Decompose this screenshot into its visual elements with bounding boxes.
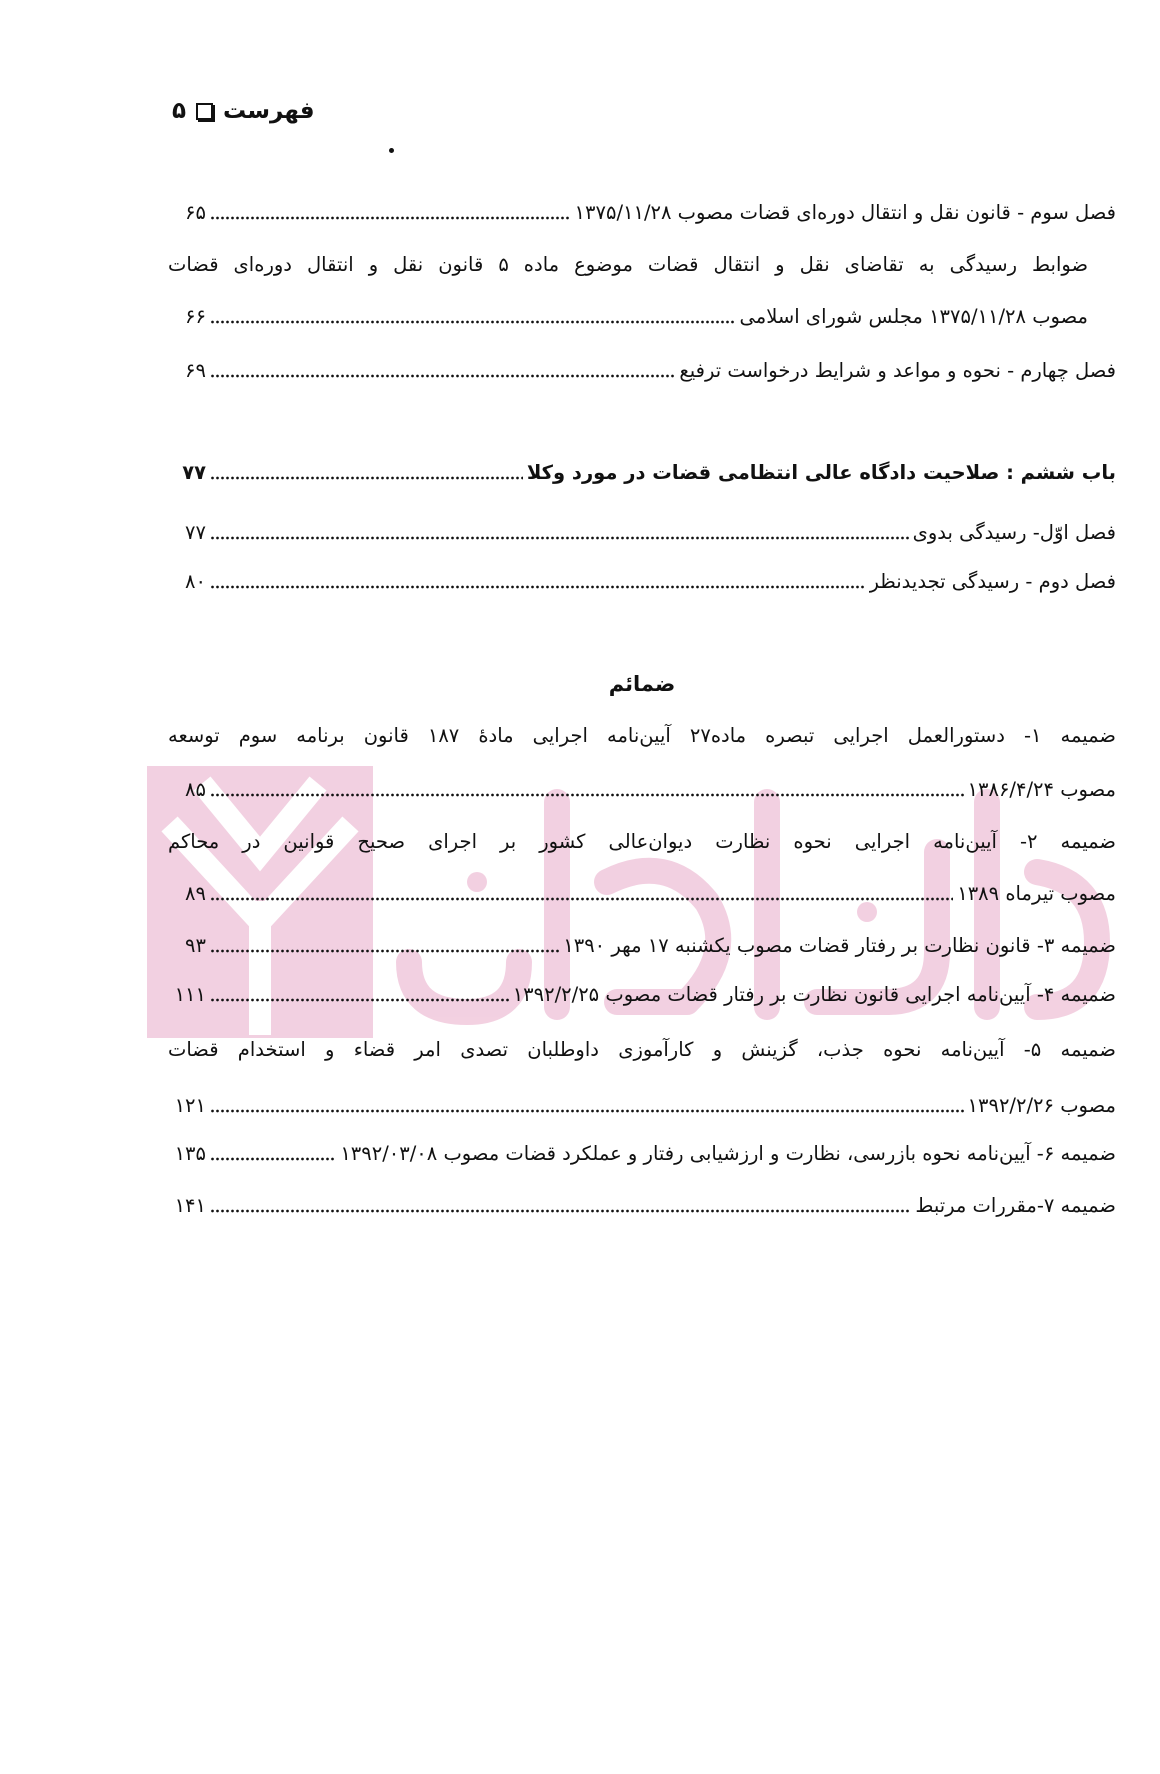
toc-entry-page: ۸۵ — [185, 778, 206, 801]
toc-entry-page: ۱۳۵ — [174, 1142, 206, 1165]
dot-leader — [210, 536, 909, 540]
dot-leader — [210, 897, 953, 901]
appendix-2-line-1 — [168, 825, 1116, 859]
toc-entry-part-6 — [168, 456, 1116, 490]
toc-entry-page: ۹۳ — [185, 934, 206, 957]
table-of-contents — [168, 0, 1116, 1774]
toc-entry-rules-line-2 — [168, 300, 1116, 334]
toc-entry-title: ضمیمه ۴- آیین‌نامه اجرایی قانون نظارت بر رفتار قضات مصوب ۱۳۹۲/۲/۲۵ — [512, 983, 1116, 1006]
dot-leader — [210, 476, 523, 480]
toc-entry-page: ۶۹ — [185, 359, 206, 382]
toc-entry-title: مصوب ۱۳۸۶/۴/۲۴ — [967, 778, 1116, 801]
toc-entry-title: ضمیمه ۶- آیین‌نامه نحوه بازرسی، نظارت و ارزشیابی رفتار و عملکرد قضات مصوب ۱۳۹۲/۰۳/۰۸ — [340, 1142, 1116, 1165]
dot-leader — [210, 1209, 911, 1213]
dot-leader — [210, 998, 509, 1002]
toc-entry-page: ۶۶ — [185, 305, 206, 328]
appendix-6 — [168, 1137, 1116, 1171]
dot-leader — [210, 585, 865, 589]
toc-entry-page: ۱۴۱ — [174, 1194, 206, 1217]
toc-entry-part-6-chapter-2 — [168, 565, 1116, 599]
dot-leader — [210, 793, 964, 797]
appendix-1-line-2 — [168, 773, 1116, 807]
dot-leader — [210, 216, 571, 220]
toc-entry-part-6-chapter-1 — [168, 516, 1116, 550]
appendix-1-line-1 — [168, 719, 1116, 753]
appendix-7 — [168, 1189, 1116, 1223]
toc-entry-rules-line-1 — [168, 248, 1116, 282]
toc-entry-title: مصوب ۱۳۹۲/۲/۲۶ — [967, 1094, 1116, 1117]
toc-entry-title: ضمیمه ۵- آیین‌نامه نحوه جذب، گزینش و کارآموزی داوطلبان تصدی امر قضاء و استخدام قضات — [168, 1038, 1116, 1061]
toc-entry-page: ۷۷ — [185, 521, 206, 544]
dot-leader — [210, 949, 559, 953]
dot-leader — [210, 374, 675, 378]
dot-leader — [210, 320, 736, 324]
header-title: فهرست — [223, 98, 315, 124]
appendices-heading: ضمائم — [608, 672, 676, 696]
toc-entry-title: فصل دوم - رسیدگی تجدیدنظر — [869, 570, 1116, 593]
toc-entry-title: ضوابط رسیدگی به تقاضای نقل و انتقال قضات موضوع ماده ۵ قانون نقل و انتقال دوره‌ای قضات — [168, 253, 1088, 276]
toc-entry-title: ضمیمه ۲- آیین‌نامه اجرایی نحوه نظارت دیوان‌عالی کشور بر اجرای صحیح قوانین در محاکم — [168, 830, 1116, 853]
appendix-5-line-2 — [168, 1089, 1116, 1123]
toc-entry-chapter-3 — [168, 196, 1116, 230]
appendix-3 — [168, 929, 1116, 963]
dot-leader — [210, 1109, 964, 1113]
toc-entry-title: فصل اوّل- رسیدگی بدوی — [912, 521, 1116, 544]
toc-entry-title: ضمیمه ۷-مقررات مرتبط — [915, 1194, 1116, 1217]
header-page-number: ۵ — [172, 98, 187, 124]
toc-entry-page: ۸۹ — [185, 882, 206, 905]
toc-entry-title: باب ششم : صلاحیت دادگاه عالی انتظامی قضات در مورد وکلا — [526, 461, 1116, 484]
dot-leader — [210, 1157, 336, 1161]
toc-entry-title: فصل سوم - قانون نقل و انتقال دوره‌ای قضات مصوب ۱۳۷۵/۱۱/۲۸ — [574, 201, 1116, 224]
toc-entry-chapter-4 — [168, 354, 1116, 388]
appendix-5-line-1 — [168, 1033, 1116, 1067]
toc-entry-title: ضمیمه ۳- قانون نظارت بر رفتار قضات مصوب یکشنبه ۱۷ مهر ۱۳۹۰ — [563, 934, 1116, 957]
toc-entry-page: ۱۲۱ — [174, 1094, 206, 1117]
toc-entry-title: مصوب تیرماه ۱۳۸۹ — [957, 882, 1116, 905]
toc-entry-title: ضمیمه ۱- دستورالعمل اجرایی تبصره ماده۲۷ آیین‌نامه اجرایی مادهٔ ۱۸۷ قانون برنامه سوم توسعه — [168, 724, 1116, 747]
toc-entry-page: ۷۷ — [182, 461, 206, 484]
toc-entry-page: ۸۰ — [185, 570, 206, 593]
appendix-4 — [168, 978, 1116, 1012]
toc-entry-page: ۶۵ — [185, 201, 206, 224]
toc-entry-title: مصوب ۱۳۷۵/۱۱/۲۸ مجلس شورای اسلامی — [739, 305, 1088, 328]
appendix-2-line-2 — [168, 877, 1116, 911]
toc-entry-title: فصل چهارم - نحوه و مواعد و شرایط درخواست ترفیع — [679, 359, 1116, 382]
toc-entry-page: ۱۱۱ — [174, 983, 206, 1006]
